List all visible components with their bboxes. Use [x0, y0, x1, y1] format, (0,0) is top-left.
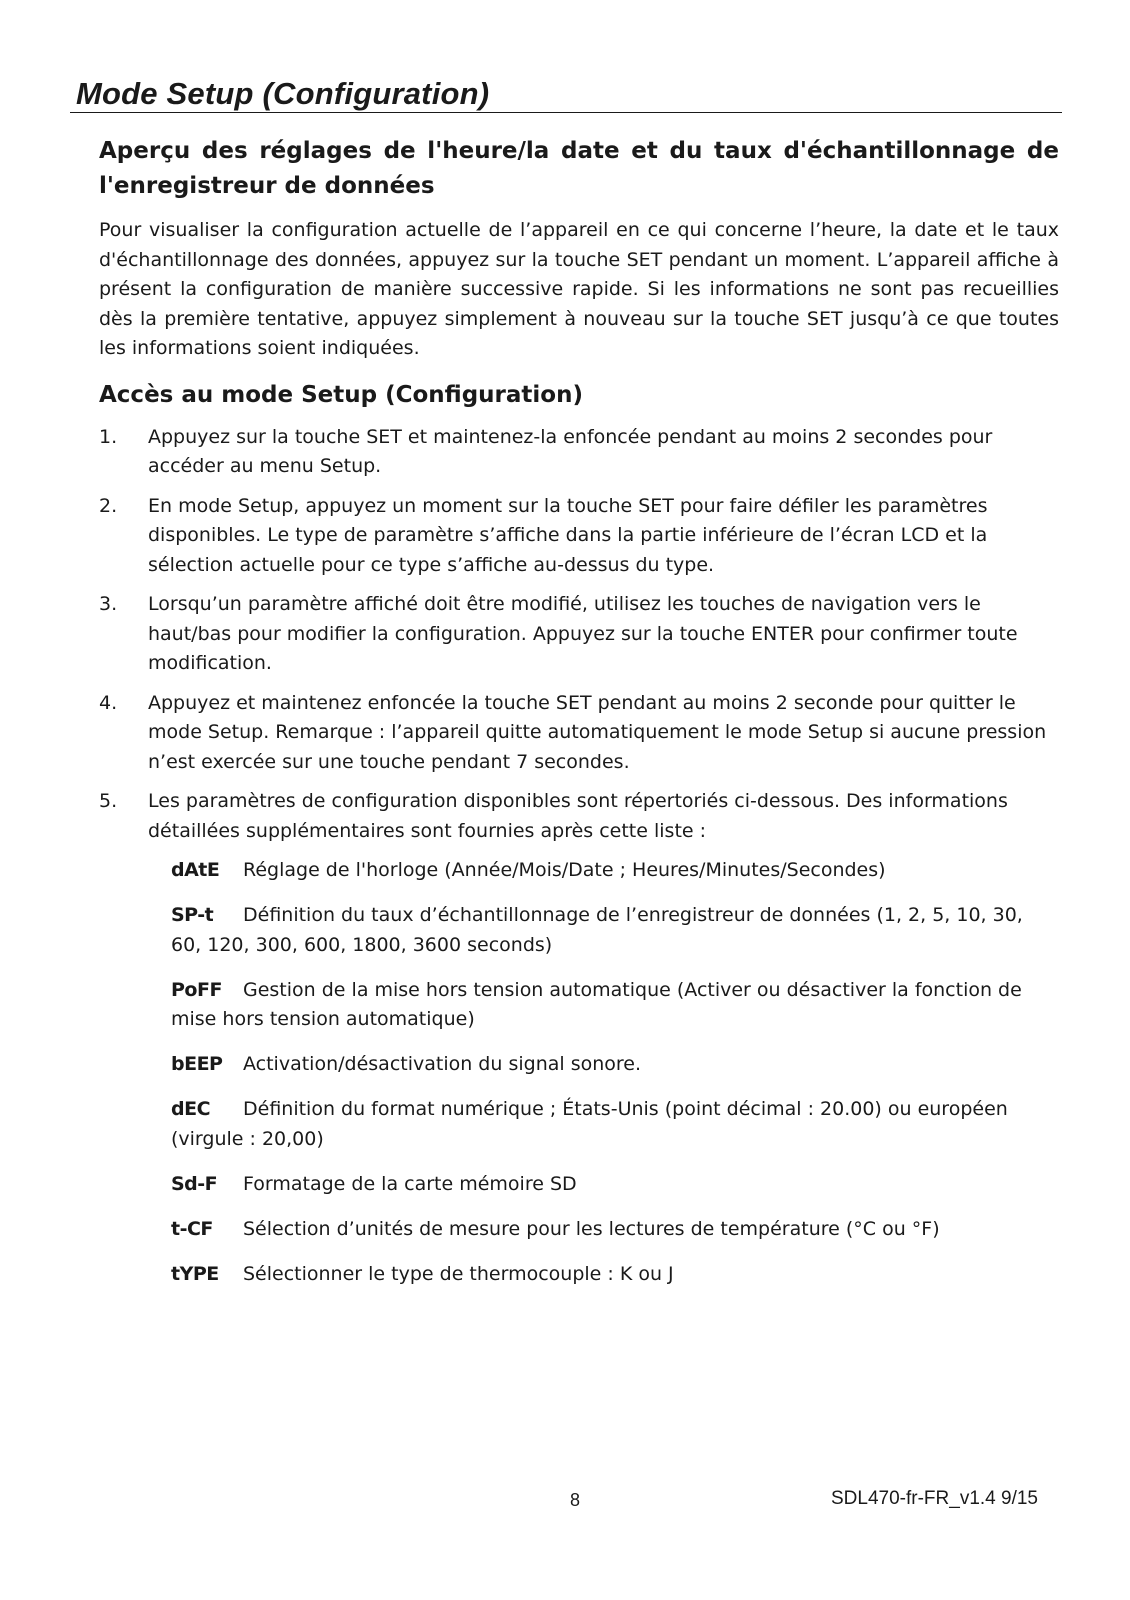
list-item [99, 689, 1059, 778]
parameter-code: dEC [171, 1098, 211, 1120]
parameter-code: t-CF [171, 1217, 213, 1240]
parameter-item [171, 1095, 1059, 1154]
document-id: SDL470-fr-FR_v1.4 9/15 [831, 1488, 1038, 1509]
list-item [99, 590, 1059, 679]
list-item [99, 423, 1059, 482]
title-divider [70, 112, 1062, 113]
list-item [99, 492, 1059, 581]
parameter-code: PoFF [171, 978, 222, 1001]
parameter-code: Sd-F [171, 1172, 218, 1195]
step-number: 4. [99, 691, 118, 714]
parameter-code: tYPE [171, 1262, 219, 1285]
parameter-item [171, 901, 1059, 960]
section-heading-setup-access: Accès au mode Setup (Configuration) [99, 381, 583, 408]
step-text: Appuyez et maintenez enfoncée la touche SET pendant au moins 2 seconde pour quitter le mode Setup. Remarque : l’appareil quitte automatiquement le mode Setup si aucune pression n’est exercée sur une touche pendant 7 secondes. [148, 691, 1047, 773]
parameter-description: Définition du taux d’échantillonnage de l’enregistreur de données (1, 2, 5, 10, 30, 60, 120, 300, 600, 1800, 3600 seconds) [171, 904, 1023, 956]
parameter-description: Gestion de la mise hors tension automatique (Activer ou désactiver la fonction de mise hors tension automatique) [171, 978, 1022, 1030]
page-content [99, 134, 1059, 1305]
parameter-item [171, 856, 1059, 886]
overview-paragraph: Pour visualiser la configuration actuelle de l’appareil en ce qui concerne l’heure, la date et le taux d'échantillonnage des données, appuyez sur la touche SET pendant un moment. L’appareil affiche à présent la configuration de manière successive rapide. Si les informations ne sont pas recueillies dès la première tentative, appuyez simplement à nouveau sur la touche SET jusqu’à ce que toutes les informations soient indiquées. [99, 219, 1059, 359]
parameter-list [171, 856, 1059, 1289]
step-number: 2. [99, 494, 118, 517]
step-text: Lorsqu’un paramètre affiché doit être modifié, utilisez les touches de navigation vers le haut/bas pour modifier la configuration. Appuyez sur la touche ENTER pour confirmer toute modification. [148, 593, 1018, 674]
parameter-item [171, 1170, 1059, 1200]
step-text: Appuyez sur la touche SET et maintenez-la enfoncée pendant au moins 2 secondes pour accéder au menu Setup. [148, 425, 993, 477]
parameter-item [171, 1050, 1059, 1080]
list-item [99, 787, 1059, 846]
parameter-description: Formatage de la carte mémoire SD [243, 1172, 577, 1195]
step-text: Les paramètres de configuration disponibles sont répertoriés ci-dessous. Des informations détaillées supplémentaires sont fournies après cette liste : [148, 790, 1008, 842]
parameter-description: Définition du format numérique ; États-Unis (point décimal : 20.00) ou européen (virgule : 20,00) [171, 1098, 1008, 1150]
parameter-description: Sélectionner le type de thermocouple : K ou J [243, 1262, 674, 1285]
setup-steps-list [99, 423, 1059, 847]
parameter-item [171, 976, 1059, 1035]
parameter-item [171, 1215, 1059, 1245]
step-number: 1. [99, 425, 118, 448]
section-heading-overview: Aperçu des réglages de l'heure/la date et du taux d'échantillonnage de l'enregistreur de données [99, 138, 1059, 199]
step-text: En mode Setup, appuyez un moment sur la touche SET pour faire défiler les paramètres disponibles. Le type de paramètre s’affiche dans la partie inférieure de l’écran LCD et la sélection actuelle pour ce type s’affiche au-dessus du type. [148, 494, 988, 576]
parameter-code: SP-t [171, 904, 214, 926]
parameter-code: bEEP [171, 1053, 223, 1075]
step-number: 3. [99, 593, 118, 615]
page-title: Mode Setup (Configuration) [76, 76, 490, 111]
parameter-description: Réglage de l'horloge (Année/Mois/Date ; Heures/Minutes/Secondes) [243, 859, 886, 881]
parameter-description: Sélection d’unités de mesure pour les lectures de température (°C ou °F) [243, 1217, 940, 1240]
step-number: 5. [99, 790, 118, 812]
page-number: 8 [569, 1490, 580, 1510]
parameter-code: dAtE [171, 859, 220, 881]
parameter-description: Activation/désactivation du signal sonore. [243, 1053, 642, 1075]
parameter-item [171, 1260, 1059, 1290]
